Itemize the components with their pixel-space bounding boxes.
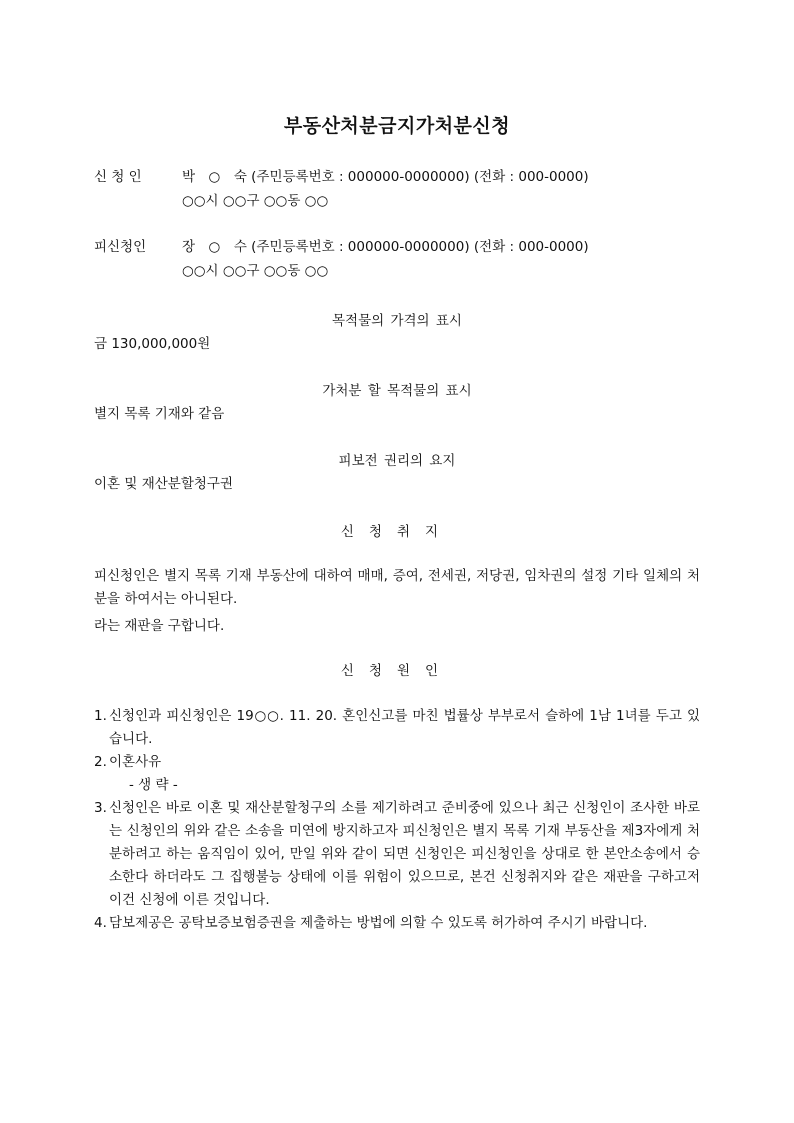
reason-number: 2. — [94, 754, 107, 770]
reason-number: 1. — [94, 708, 107, 724]
reason-number: 3. — [94, 800, 107, 816]
right-heading: 피보전 권리의 요지 — [338, 453, 456, 469]
applicant-address: ○○시 ○○구 ○○동 ○○ — [182, 193, 329, 209]
reason-number: 4. — [94, 915, 107, 931]
applicant-name-info: 박 ○ 숙 (주민등록번호 : 000000-0000000) (전화 : 000-0000) — [182, 169, 589, 185]
object-heading: 가처분 할 목적물의 표시 — [322, 383, 472, 399]
right-text: 이혼 및 재산분할청구권 — [94, 476, 233, 492]
reason-text: 담보제공은 공탁보증보험증권을 제출하는 방법에 의할 수 있도록 허가하여 주시기 바랍니다. — [109, 915, 648, 931]
value-text: 금 130,000,000원 — [94, 336, 211, 352]
reason-item-4 — [94, 912, 700, 935]
respondent-name-info: 장 ○ 수 (주민등록번호 : 000000-0000000) (전화 : 000-0000) — [182, 239, 589, 255]
document-title: 부동산처분금지가처분신청 — [283, 115, 511, 137]
reason-item-3 — [94, 797, 700, 912]
purpose-heading: 신청취지 — [340, 524, 454, 540]
purpose-text: 피신청인은 별지 목록 기재 부동산에 대하여 매매, 증여, 전세권, 저당권, 임차권의 설정 기타 일체의 처분을 하여서는 아니된다. — [94, 568, 700, 607]
respondent-block — [94, 235, 589, 283]
reasons-list — [94, 705, 700, 935]
respondent-address: ○○시 ○○구 ○○동 ○○ — [182, 263, 329, 279]
cause-heading: 신청원인 — [340, 663, 454, 679]
applicant-block — [94, 165, 589, 213]
omitted-note: - 생 략 - — [129, 777, 178, 793]
object-text: 별지 목록 기재와 같음 — [94, 406, 225, 422]
reason-text: 신청인은 바로 이혼 및 재산분할청구의 소를 제기하려고 준비중에 있으나 최근 신청인이 조사한 바로는 신청인의 위와 같은 소송을 미연에 방지하고자 피신청인은 별지 목록 기재 부동산을 제3자에게 처분하려고 하는 움직임이 있어, 만일 위와 같이 되면 신청인은 피신청인을 상대로 한 본안소송에서 승소한다 하더라도 그 집행불능 상태에 이를 위험이 있으므로, 본건 신청취지와 같은 재판을 구하고저 이건 신청에 이른 것입니다. — [109, 800, 700, 908]
applicant-role: 신 청 인 — [94, 169, 142, 185]
reason-item-2 — [94, 751, 700, 797]
value-heading: 목적물의 가격의 표시 — [332, 313, 462, 329]
respondent-role: 피신청인 — [94, 239, 147, 255]
reason-text: 이혼사유 — [109, 754, 162, 770]
reason-text: 신청인과 피신청인은 19○○. 11. 20. 혼인신고를 마친 법률상 부부로서 슬하에 1남 1녀를 두고 있습니다. — [109, 708, 700, 747]
purpose-closing: 라는 재판을 구합니다. — [94, 618, 225, 634]
reason-item-1 — [94, 705, 700, 751]
